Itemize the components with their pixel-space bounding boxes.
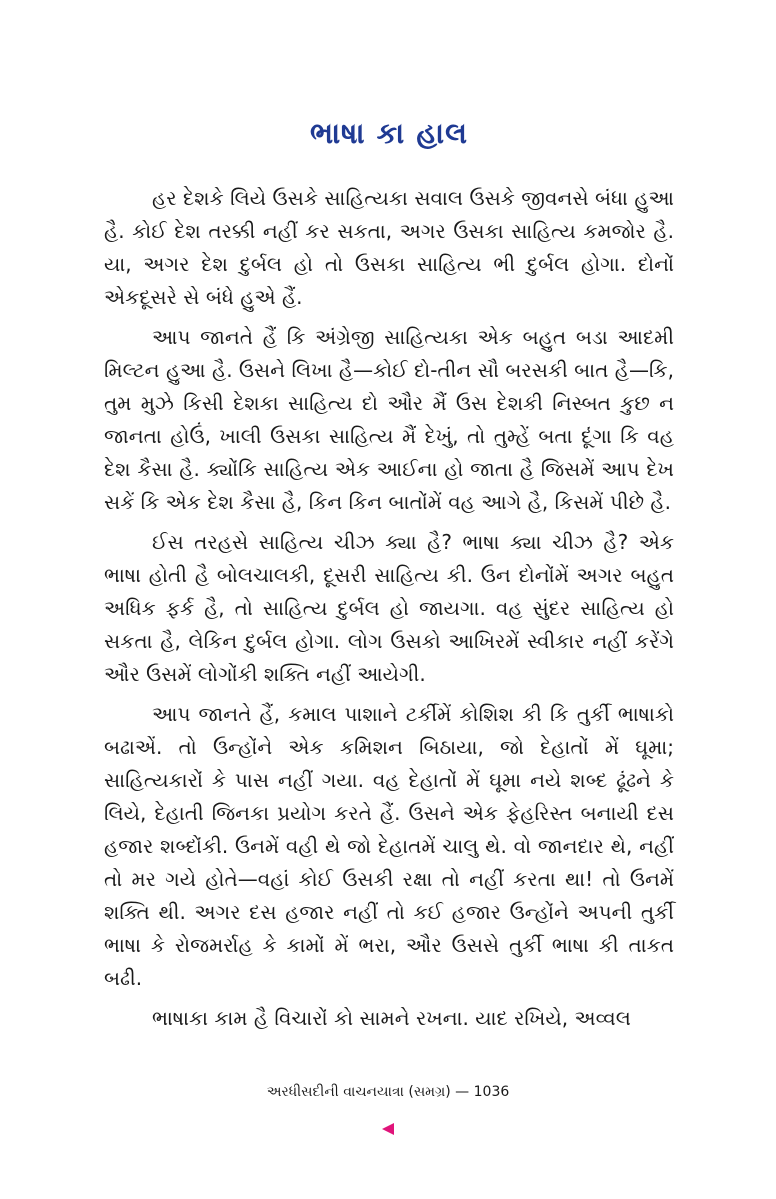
page-body [104,100,674,1042]
paragraph-5: ભાષાકા કામ હૈ વિચારોં કો સામને રખના. યાદ રખિયે, અવ્વલ [152,1006,631,1030]
paragraph-4: આપ જાનતે હૈં, કમાલ પાશાને ટર્કીમેં કોશિશ કી કિ તુર્કી ભાષાકો બઢાએં. તો ઉન્હોંને એક કમિશન બિઠાયા, જો દેહાતોં મેં ઘૂમા; સાહિત્યકારોં કે પાસ નહીં ગયા. વહ દેહાતોં મેં ઘૂમા નયે શબ્દ ઢૂંઢને કે લિયે, દેહાતી જિનકા પ્રયોગ કરતે હૈં. ઉસને એક ફેહરિસ્ત બનાયી દસ હજાર શબ્દોંકી. ઉનમેં વહી થે જો દેહાતમેં ચાલુ થે. વો જાનદાર થે, નહીં તો મર ગયે હોતે—વહાં કોઈ ઉસકી રક્ષા તો નહીં કરતા થા! તો ઉનમેં શક્તિ થી. અગર દસ હજાર નહીં તો કઈ હજાર ઉન્હોંને અપની તુર્કી ભાષા કે રોજમર્રાહ કે કામોં મેં ભરા, ઔર ઉસસે તુર્કી ભાષા કી તાકત બઢી. [104,702,675,990]
page-footer: અરધીસદીની વાચનયાત્રા (સમગ્ર) — 1036 [266,1084,510,1100]
paragraph-1: હર દેશકે લિયે ઉસકે સાહિત્યકા સવાલ ઉસકે જીવનસે બંધા હુઆ હૈ. કોઈ દેશ તરક્કી નહીં કર સકતા, અગર ઉસકા સાહિત્ય કમજોર હૈ. યા, અગર દેશ દુર્બલ હો તો ઉસકા સાહિત્ય ભી દુર્બલ હોગા. દોનોં એકદૂસરે સે બંધે હુએ હૈં. [104,186,674,309]
paragraph-3: ઈસ તરહસે સાહિત્ય ચીઝ ક્યા હૈ? ભાષા ક્યા ચીઝ હૈ? એક ભાષા હોતી હૈ બોલચાલકી, દૂસરી સાહિત્ય કી. ઉન દોનોંમેં અગર બહુત અધિક ફર્ક હૈ, તો સાહિત્ય દુર્બલ હો જાયગા. વહ સુંદર સાહિત્ય હો સકતા હૈ, લેકિન દુર્બલ હોગા. લોગ ઉસકો આખિરમેં સ્વીકાર નહીં કરેંગે ઔર ઉસમેં લોગોંકી શક્તિ નહીં આયેગી. [104,530,674,686]
previous-page-arrow-icon[interactable] [382,1123,394,1135]
page-title: ભાષા કા હાલ [309,116,469,150]
paragraph-2: આપ જાનતે હૈં કિ અંગ્રેજી સાહિત્યકા એક બહુત બડા આદમી મિલ્ટન હુઆ હૈ. ઉસને લિખા હૈ—કોઈ દો-તીન સૌ બરસકી બાત હૈ—કિ, તુમ મુઝે કિસી દેશકા સાહિત્ય દો ઔર મૈં ઉસ દેશકી નિસ્બત કુછ ન જાનતા હોઉં, ખાલી ઉસકા સાહિત્ય મૈં દેખું, તો તુમ્હેં બતા દૂંગા કિ વહ દેશ કૈસા હૈ. ક્યોંકિ સાહિત્ય એક આઈના હો જાતા હૈ જિસમેં આપ દેખ સકેં કિ એક દેશ કૈસા હૈ, કિન કિન બાતોંમેં વહ આગે હૈ, કિસમેં પીછે હૈ. [104,325,674,514]
